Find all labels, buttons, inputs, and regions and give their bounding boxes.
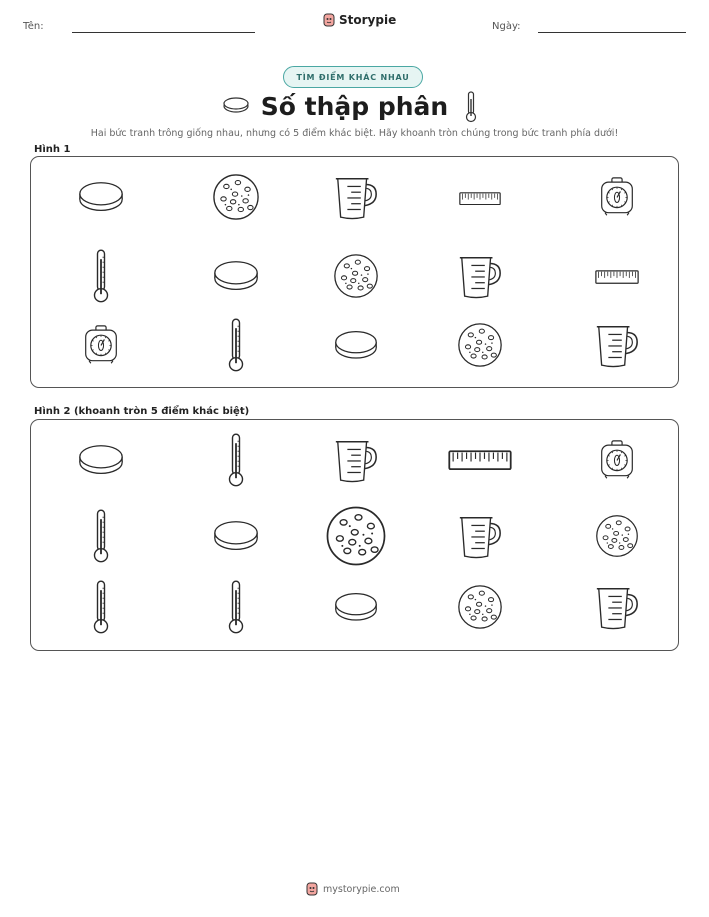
name-line[interactable] [72,32,255,33]
brand-name: Storypie [339,13,397,27]
ruler-icon[interactable] [448,450,512,474]
coin-icon[interactable] [334,591,378,627]
thermometer-icon[interactable] [228,580,244,638]
coin-icon[interactable] [78,443,124,480]
cookie-icon[interactable] [595,514,639,562]
cookie-icon[interactable] [457,322,503,372]
measuring-cup-icon[interactable] [332,173,380,225]
page-title: Số thập phân [260,92,449,121]
coin-icon[interactable] [213,259,259,296]
ruler-icon[interactable] [459,190,501,209]
thermometer-icon[interactable] [93,580,109,638]
activity-badge: TÌM ĐIỂM KHÁC NHAU [283,66,423,88]
coin-icon[interactable] [334,329,378,365]
name-label: Tên: [23,21,44,32]
thermometer-icon[interactable] [228,433,244,491]
thermometer-icon[interactable] [228,318,244,376]
ruler-icon[interactable] [595,269,639,288]
brand-logo [323,13,396,27]
cookie-icon[interactable] [333,253,379,303]
footer-url: mystorypie.com [323,883,400,895]
instructions: Hai bức tranh trông giống nhau, nhưng có 5 điểm khác biệt. Hãy khoanh tròn chúng trong bức tranh phía dưới! [90,128,619,139]
date-line[interactable] [538,32,686,33]
coin-icon[interactable] [78,180,124,217]
timer-icon[interactable] [600,440,634,483]
picture-2-label: Hình 2 (khoanh tròn 5 điểm khác biệt) [34,406,250,417]
measuring-cup-icon[interactable] [593,321,641,373]
thermometer-icon [465,91,477,123]
thermometer-icon[interactable] [93,249,109,307]
footer [306,882,400,896]
measuring-cup-icon[interactable] [332,436,380,488]
storypie-mascot-icon [323,13,335,27]
thermometer-icon[interactable] [93,509,109,567]
cookie-icon[interactable] [457,584,503,634]
coin-icon[interactable] [213,519,259,556]
picture-1-label: Hình 1 [34,144,71,155]
cookie-icon[interactable] [212,173,260,225]
timer-icon[interactable] [600,177,634,220]
storypie-mascot-icon [306,882,318,896]
measuring-cup-icon[interactable] [456,512,504,564]
measuring-cup-icon[interactable] [456,252,504,304]
cookie-icon[interactable] [325,505,387,571]
measuring-cup-icon[interactable] [593,583,641,635]
date-label: Ngày: [492,21,521,32]
timer-icon[interactable] [84,325,118,368]
